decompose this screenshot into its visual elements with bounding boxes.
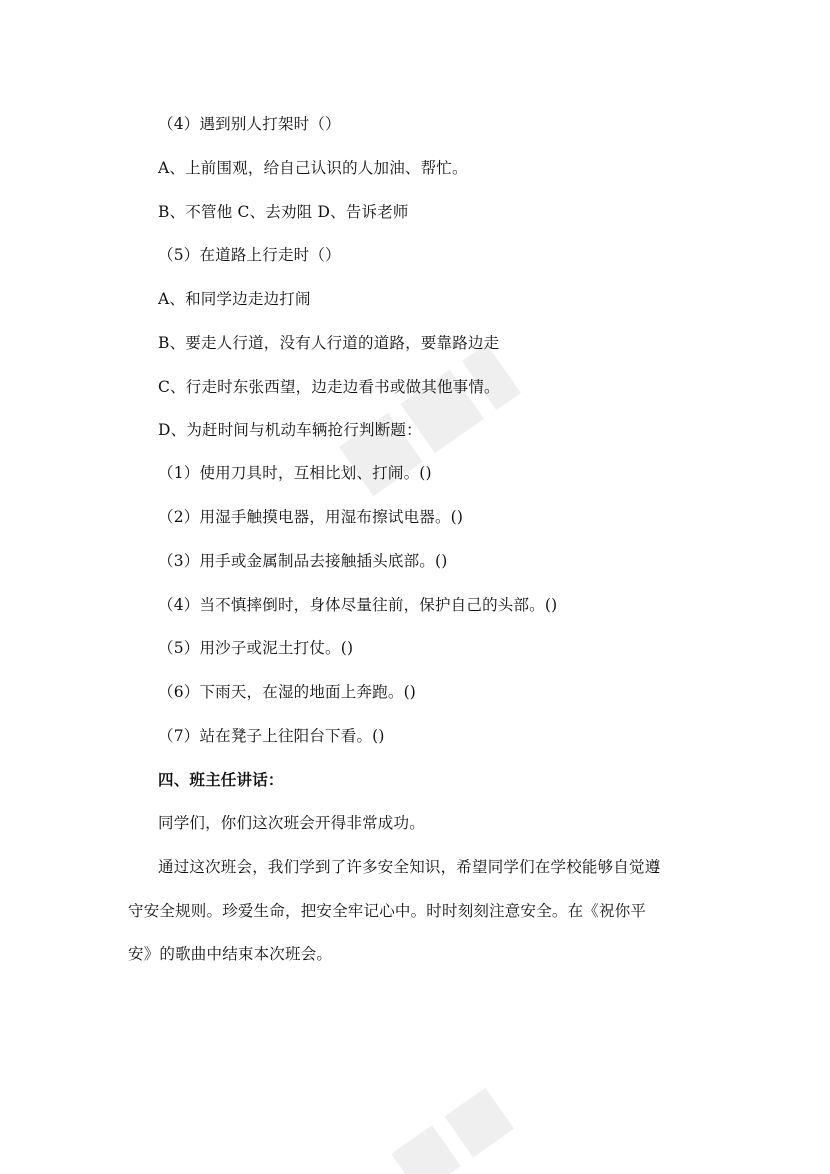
paragraph-line: 守安全规则。珍爱生命，把安全牢记心中。时时刻刻注意安全。在《祝你平 [128,902,647,920]
paragraph-line: 安》的歌曲中结束本次班会。 [128,945,333,963]
option-line: C、行走时东张西望，边走边看书或做其他事情。 [158,378,500,396]
true-false-item: （6）下雨天，在湿的地面上奔跑。() [158,683,417,701]
true-false-item: （4）当不慎摔倒时，身体尽量往前，保护自己的头部。() [158,596,558,614]
true-false-item: （1）使用刀具时，互相比划、打闹。() [158,464,432,482]
question-5-prompt: （5）在道路上行走时（） [158,246,341,264]
true-false-item: （3）用手或金属制品去接触插头底部。() [158,552,448,570]
question-4-prompt: （4）遇到别人打架时（） [158,115,341,133]
true-false-item: （7）站在凳子上往阳台下看。() [158,727,385,745]
option-line: D、为赶时间与机动车辆抢行判断题： [158,421,422,439]
watermark-icon [360,1040,560,1174]
paragraph-line: 通过这次班会，我们学到了许多安全知识，希望同学们在学校能够自觉遵 [158,858,661,876]
option-line: A、上前围观，给自己认识的人加油、帮忙。 [158,159,468,177]
option-line: B、不管他 C、去劝阻 D、告诉老师 [158,203,409,221]
option-line: B、要走人行道，没有人行道的道路，要靠路边走 [158,334,500,352]
section-heading: 四、班主任讲话： [158,770,284,789]
paragraph-line: 同学们，你们这次班会开得非常成功。 [158,814,425,832]
true-false-item: （2）用湿手触摸电器，用湿布擦试电器。() [158,508,464,526]
true-false-item: （5）用沙子或泥土打仗。() [158,639,354,657]
option-line: A、和同学边走边打闹 [158,290,311,308]
